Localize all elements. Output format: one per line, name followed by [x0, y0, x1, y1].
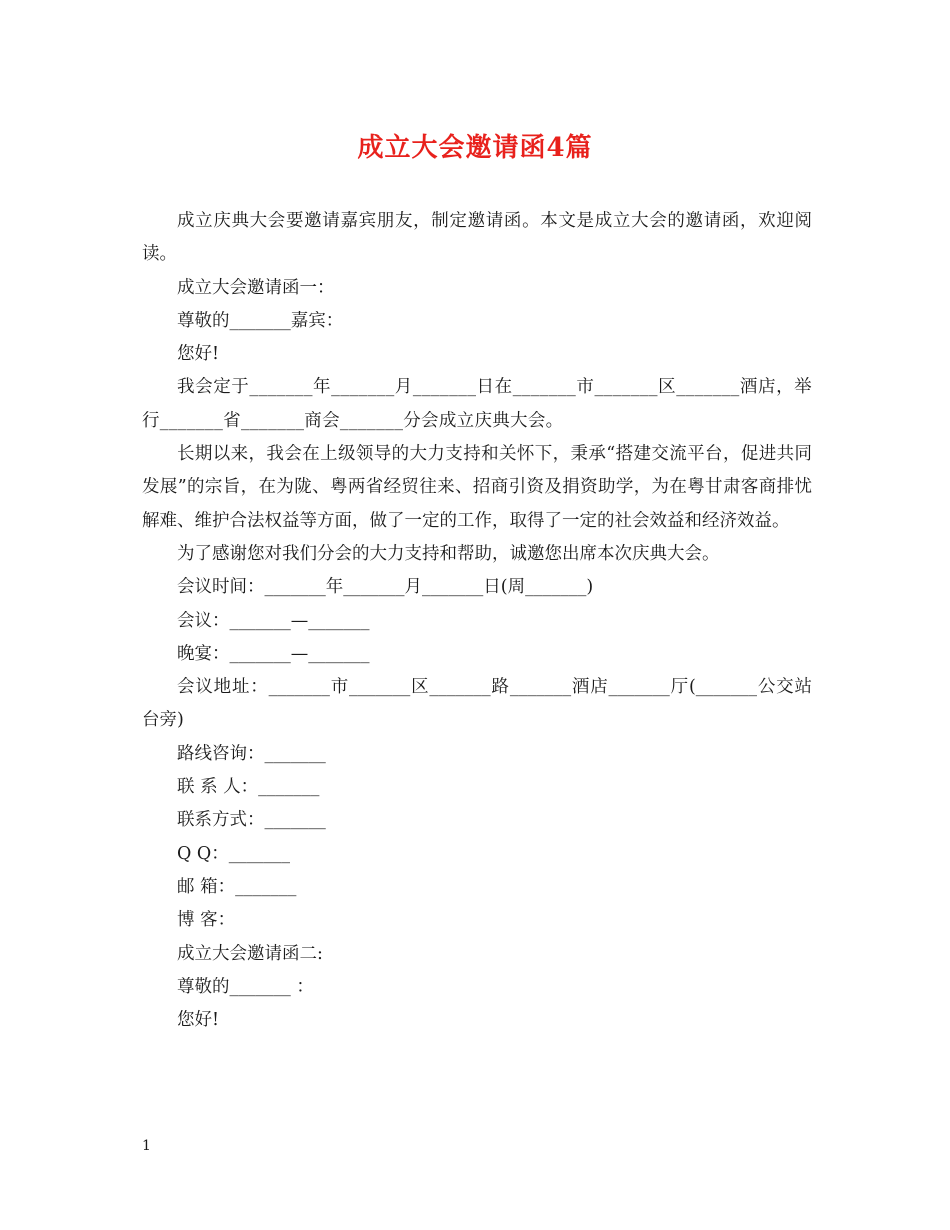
contact-method: 联系方式：_______ [177, 810, 326, 831]
route-inquiry: 路线咨询：_______ [177, 743, 326, 764]
letter-two-heading: 成立大会邀请函二: [177, 943, 323, 964]
blog-address: 博 客： [177, 910, 236, 931]
document-title: 成立大会邀请函4篇 [357, 133, 593, 163]
salutation: 尊敬的_______嘉宾： [177, 310, 344, 331]
letter-one-heading: 成立大会邀请函一： [177, 277, 335, 298]
qq-number: Q Q：_______ [177, 843, 291, 864]
intro-paragraph: 成立庆典大会要邀请嘉宾朋友，制定邀请函。本文是成立大会的邀请函，欢迎阅读。 [142, 211, 812, 265]
document-body [142, 205, 812, 1037]
background-paragraph: 长期以来，我会在上级领导的大力支持和关怀下，秉承“搭建交流平台，促进共同发展”的宗旨，在为陇、粤两省经贸往来、招商引资及捐资助学，为在粤甘肃客商排忧解难、维护合法权益等方面，做了一定的工作，取得了一定的社会效益和经济效益。 [142, 444, 812, 531]
greeting: 您好! [177, 344, 220, 365]
contact-person: 联 系 人：_______ [177, 777, 320, 798]
invitation-paragraph: 为了感谢您对我们分会的大力支持和帮助，诚邀您出席本次庆典大会。 [177, 543, 720, 564]
greeting-two: 您好! [177, 1010, 220, 1031]
meeting-period: 会议：_______—_______ [177, 610, 370, 631]
meeting-time: 会议时间：_______年_______月_______日(周_______) [177, 577, 594, 598]
banquet-period: 晚宴：_______—_______ [177, 643, 370, 664]
page-number: 1 [142, 1138, 151, 1154]
announcement-paragraph: 我会定于_______年_______月_______日在_______市_______区_______酒店，举行_______省_______商会_______分会成立庆典大会。 [142, 377, 812, 431]
meeting-address: 会议地址：_______市_______区_______路_______酒店_______厅(_______公交站台旁) [142, 677, 812, 731]
salutation-two: 尊敬的_______ ： [177, 976, 314, 997]
email-address: 邮 箱：_______ [177, 876, 297, 897]
